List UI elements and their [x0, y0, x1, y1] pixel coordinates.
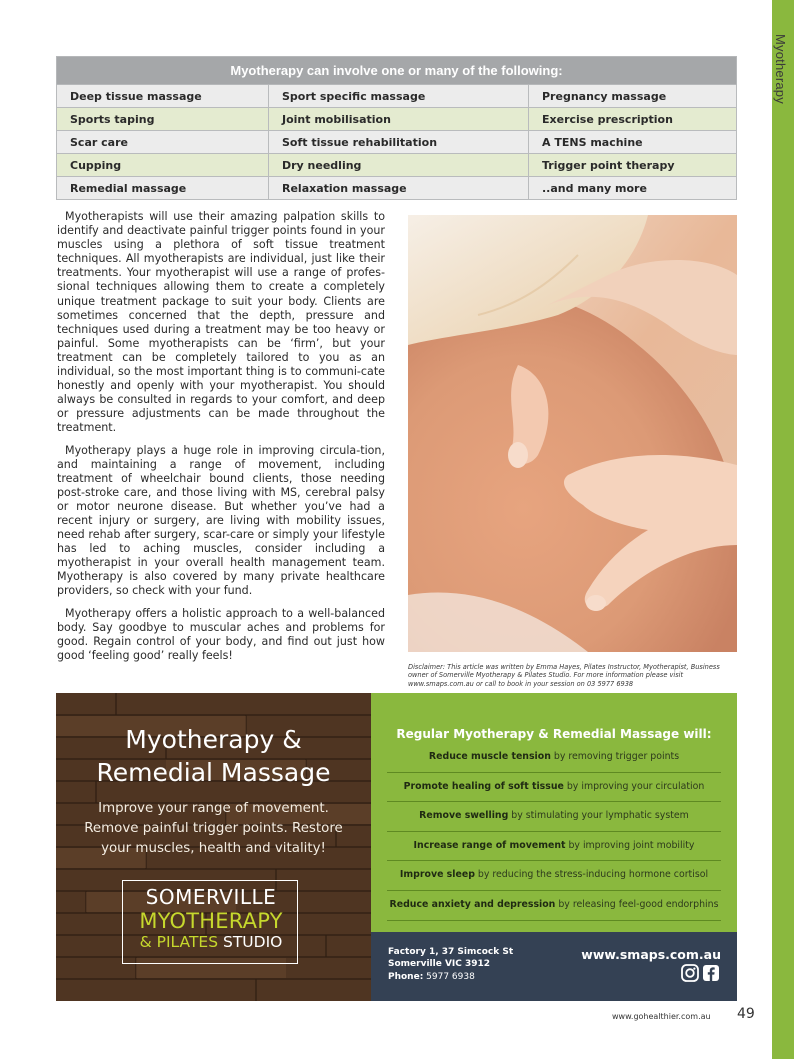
- benefits-panel: [371, 693, 737, 932]
- table-cell: Deep tissue massage: [57, 85, 269, 108]
- logo-line: [123, 933, 299, 951]
- ad-title-line: Myotherapy &: [125, 725, 302, 754]
- benefits-list: [387, 743, 721, 921]
- article-body: [57, 210, 385, 671]
- ad-subtitle: [56, 799, 371, 859]
- ad-subtitle-line: Improve your range of movement.: [98, 801, 329, 816]
- benefit-bold: Promote healing of soft tissue: [403, 780, 564, 792]
- ad-subtitle-line: Remove painful trigger points. Restore: [84, 821, 343, 836]
- benefit-bold: Increase range of movement: [413, 839, 566, 851]
- table-cell: A TENS machine: [529, 131, 737, 154]
- table-cell: Soft tissue rehabilitation: [269, 131, 529, 154]
- list-item: [387, 832, 721, 862]
- table-cell: Joint mobilisation: [269, 108, 529, 131]
- table-cell: ..and many more: [529, 177, 737, 200]
- studio-logo: [122, 880, 298, 964]
- section-tab-label: Myotherapy: [773, 34, 788, 104]
- benefit-bold: Remove swelling: [419, 810, 509, 822]
- list-item: [387, 802, 721, 832]
- list-item: [387, 891, 721, 921]
- table-row: [57, 85, 737, 108]
- table-row: [57, 177, 737, 200]
- list-item: [387, 743, 721, 773]
- ad-title: [56, 723, 371, 789]
- social-icons: [681, 964, 721, 982]
- logo-studio: STUDIO: [218, 933, 283, 951]
- logo-line: SOMERVILLE: [145, 885, 277, 909]
- website-link[interactable]: www.smaps.com.au: [581, 947, 721, 962]
- benefit-bold: Improve sleep: [399, 869, 475, 881]
- table-row: [57, 154, 737, 177]
- phone-label: Phone:: [388, 971, 424, 982]
- list-item: [387, 773, 721, 803]
- services-table: [56, 56, 737, 200]
- table-row: [57, 108, 737, 131]
- benefit-text: by removing trigger points: [550, 751, 680, 762]
- logo-line: MYOTHERAPY: [139, 909, 283, 933]
- article-paragraph: Myotherapists will use their amazing palpation skills to identify and deactivate painful trigger points found in your muscles using a plethora of soft tissue treatment techniques. All myotherapists are individual, just like their treatments. Your myotherapist will use a range of profes-sional techniques allowing them to create a completely unique treatment package to suit your body. Clients are sometimes concerned that the depth, pressure and techniques used during a treatment may be too heavy or painful. Some myotherapists can be ‘firm’, but your treatment can be completely tailored to you as an individual, so the most important thing is to communi-cate honestly and openly with your myotherapist. You should always be consulted in regards to your comfort, and deep or pressure adjustments can be made throughout the treatment.: [57, 210, 385, 435]
- article-paragraph: Myotherapy plays a huge role in improving circula-tion, and maintaining a range of movement, including treatment of wheelchair bound clients, those needing post-stroke care, and those living with MS, cerebral palsy or motor neurone disease. But whether you’ve had a recent injury or surgery, are living with mobility issues, need rehab after surgery, scar-care or simply your lifestyle has led to aching muscles, consider including a myotherapist in your overall health management team. Myotherapy is also covered by many private healthcare providers, so check with your fund.: [57, 443, 385, 598]
- contact-bar: [371, 932, 737, 1001]
- table-cell: Sports taping: [57, 108, 269, 131]
- benefit-text: by releasing feel-good endorphins: [555, 898, 719, 910]
- services-table-heading: Myotherapy can involve one or many of the following:: [57, 57, 737, 85]
- page-number: 49: [737, 1006, 755, 1022]
- table-cell: Relaxation massage: [269, 177, 529, 200]
- list-item: [387, 861, 721, 891]
- table-cell: Pregnancy massage: [529, 85, 737, 108]
- address-block: [388, 946, 513, 983]
- benefit-text: by improving joint mobility: [565, 839, 695, 851]
- table-cell: Trigger point therapy: [529, 154, 737, 177]
- logo-pilates: & PILATES: [139, 933, 219, 951]
- ad-wood-panel: [56, 693, 371, 1001]
- massage-photo: [408, 215, 737, 652]
- table-cell: Sport specific massage: [269, 85, 529, 108]
- ad-subtitle-line: your muscles, health and vitality!: [101, 841, 326, 856]
- table-cell: Cupping: [57, 154, 269, 177]
- table-cell: Remedial massage: [57, 177, 269, 200]
- phone-line: [388, 971, 513, 983]
- advertisement: [56, 693, 737, 1001]
- benefit-text: by stimulating your lymphatic system: [508, 810, 689, 822]
- table-cell: Scar care: [57, 131, 269, 154]
- section-side-tab: [772, 0, 794, 1059]
- benefit-text: by reducing the stress-inducing hormone cortisol: [474, 869, 709, 881]
- address-line: Factory 1, 37 Simcock St: [388, 947, 514, 957]
- phone-number[interactable]: 5977 6938: [423, 971, 475, 982]
- instagram-icon[interactable]: [682, 965, 698, 981]
- table-cell: Exercise prescription: [529, 108, 737, 131]
- footer-url[interactable]: www.gohealthier.com.au: [612, 1012, 711, 1021]
- table-cell: Dry needling: [269, 154, 529, 177]
- benefit-text: by improving your circulation: [563, 780, 705, 792]
- ad-title-line: Remedial Massage: [96, 758, 331, 787]
- disclaimer: Disclaimer: This article was written by Emma Hayes, Pilates Instructor, Myotherapist, Business owner of Somerville Myotherapy & Pilates Studio. For more information please visit www.smaps.com.au or call to book in your session on 03 5977 6938: [408, 663, 720, 688]
- table-row: [57, 131, 737, 154]
- benefit-bold: Reduce anxiety and depression: [389, 898, 556, 910]
- benefits-title: Regular Myotherapy & Remedial Massage will:: [396, 727, 712, 741]
- benefit-bold: Reduce muscle tension: [428, 751, 551, 762]
- facebook-icon[interactable]: [703, 965, 719, 981]
- article-paragraph: Myotherapy offers a holistic approach to a well-balanced body. Say goodbye to muscular aches and problems for good. Regain control of your body, and find out just how good ‘feeling good’ really feels!: [57, 606, 385, 662]
- address-line: Somerville VIC 3912: [388, 959, 491, 970]
